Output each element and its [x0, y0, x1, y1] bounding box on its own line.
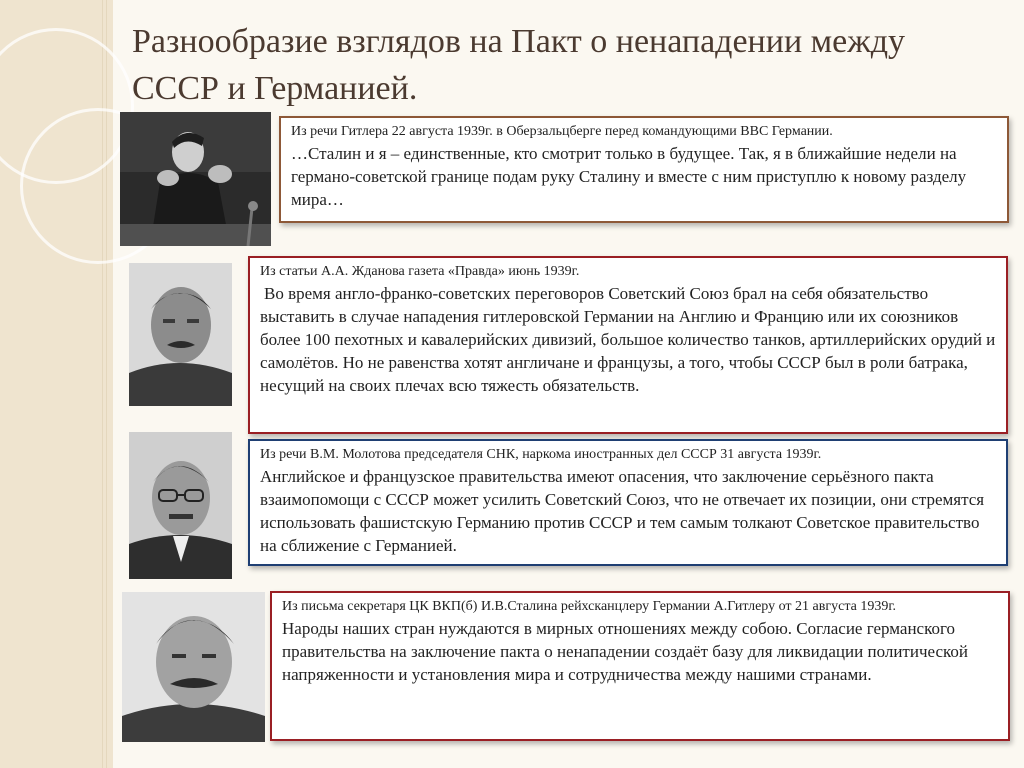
quote-text: …Сталин и я – единственные, кто смотрит только в будущее. Так, я в ближайшие недели на германо-советской границе подам руку Сталину и вместе с ним приступлю к новому разделу мира…	[291, 144, 967, 209]
stalin-quote-box	[270, 591, 1010, 741]
quote-source: Из речи В.М. Молотова председателя СНК, наркома иностранных дел СССР 31 августа 1939г.	[260, 447, 822, 462]
quote-source: Из письма секретаря ЦК ВКП(б) И.В.Сталина рейхсканцлеру Германии А.Гитлеру от 21 августа 1939г.	[282, 599, 896, 614]
zhdanov-quote-box	[248, 256, 1008, 434]
slide-title: Разнообразие взглядов на Пакт о ненападении между СССР и Германией.	[132, 23, 906, 107]
quote-text: Английское и французское правительства имеют опасения, что заключение серьёзного пакта взаимопомощи с СССР может усилить Советский Союз, что не отвечает их позиции, они стремятся использовать фашистскую Германию против СССР и тем самым толкают Советское правительство на сближение с Германией.	[260, 467, 985, 555]
hitler-photo	[120, 112, 271, 246]
hitler-quote-box	[279, 116, 1009, 223]
zhdanov-photo-graphic	[129, 263, 232, 406]
quote-text: Во время англо-франко-советских переговоров Советский Союз брал на себя обязательство выставить в случае нападения гитлеровской Германии на Англию и Францию или их союзников более 100 пехотных и кавалерийских дивизий, большое количество танков, артиллерийских орудий и самолётов. Но не равенства хотят англичане и французы, а того, чтобы СССР был в роли батрака, несущий на своих плечах всю тяжесть обязательств.	[260, 284, 996, 395]
molotov-quote-box	[248, 439, 1008, 566]
quote-source: Из речи Гитлера 22 августа 1939г. в Оберзальцберге перед командующими ВВС Германии.	[291, 124, 833, 139]
molotov-photo	[129, 432, 232, 579]
quote-source: Из статьи А.А. Жданова газета «Правда» июнь 1939г.	[260, 264, 580, 279]
stalin-photo	[122, 592, 265, 742]
hitler-photo-graphic	[120, 112, 271, 246]
molotov-photo-graphic	[129, 432, 232, 579]
zhdanov-photo	[129, 263, 232, 406]
stalin-photo-graphic	[122, 592, 265, 742]
quote-text: Народы наших стран нуждаются в мирных отношениях между собою. Согласие германского правительства на заключение пакта о ненападении создаёт базу для ликвидации политической напряженности и установления мира и сотрудничества между нашими странами.	[282, 619, 969, 684]
